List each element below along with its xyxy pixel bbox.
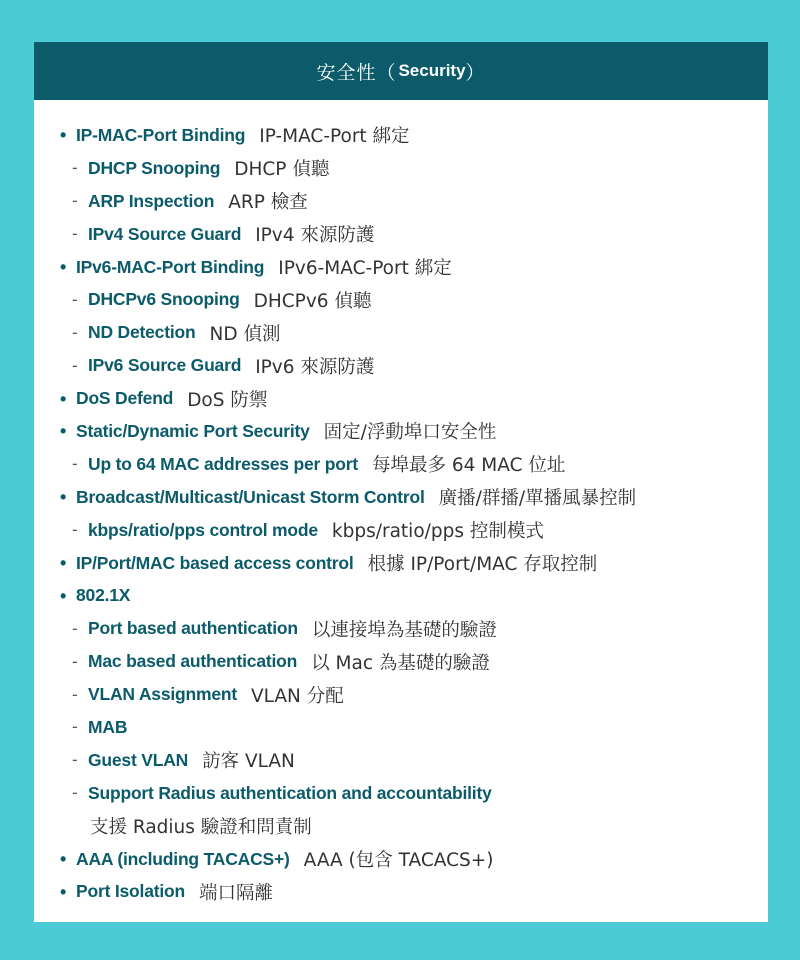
dash-marker: - bbox=[72, 618, 78, 638]
feature-subitem bbox=[60, 349, 760, 382]
dash-marker: - bbox=[72, 783, 78, 803]
header-title-close: ） bbox=[465, 61, 486, 84]
bullet-marker: • bbox=[60, 881, 67, 902]
feature-subitem bbox=[60, 283, 760, 316]
feature-label-en: kbps/ratio/pps control mode bbox=[88, 519, 318, 540]
dash-marker: - bbox=[72, 224, 78, 244]
feature-subitem bbox=[60, 185, 760, 218]
feature-label-en: IP/Port/MAC based access control bbox=[76, 552, 354, 573]
feature-item bbox=[60, 119, 760, 152]
feature-label-en: DHCP Snooping bbox=[88, 157, 221, 178]
feature-subitem bbox=[60, 711, 760, 744]
security-card bbox=[34, 42, 768, 922]
feature-label-en: ARP Inspection bbox=[88, 190, 215, 211]
bullet-marker: • bbox=[60, 585, 67, 606]
feature-subitem bbox=[60, 678, 760, 711]
feature-subitem bbox=[60, 218, 760, 251]
bullet-marker: • bbox=[60, 421, 67, 442]
feature-label-zh: VLAN 分配 bbox=[251, 685, 344, 707]
dash-marker: - bbox=[72, 289, 78, 309]
feature-item bbox=[60, 251, 760, 284]
dash-marker: - bbox=[72, 684, 78, 704]
feature-item bbox=[60, 579, 760, 612]
dash-marker: - bbox=[72, 651, 78, 671]
feature-label-en: Port Isolation bbox=[76, 881, 186, 902]
feature-subitem bbox=[60, 316, 760, 349]
feature-label-en: Port based authentication bbox=[88, 618, 298, 639]
feature-label-zh: IP-MAC-Port 綁定 bbox=[259, 126, 410, 148]
feature-label-zh: 廣播/群播/單播風暴控制 bbox=[438, 488, 637, 510]
feature-item bbox=[60, 415, 760, 448]
feature-label-en: Mac based authentication bbox=[88, 651, 298, 672]
feature-item bbox=[60, 547, 760, 580]
feature-subitem bbox=[60, 645, 760, 678]
bullet-marker: • bbox=[60, 125, 67, 146]
feature-label-zh: 訪客 VLAN bbox=[202, 751, 295, 773]
bullet-marker: • bbox=[60, 388, 67, 409]
feature-label-en: IP-MAC-Port Binding bbox=[76, 124, 246, 145]
feature-item bbox=[60, 481, 760, 514]
feature-label-zh: 固定/浮動埠口安全性 bbox=[323, 422, 497, 444]
feature-label-en: Static/Dynamic Port Security bbox=[76, 420, 310, 441]
feature-label-zh: IPv6 來源防護 bbox=[255, 356, 375, 378]
feature-label-en: Up to 64 MAC addresses per port bbox=[88, 453, 358, 474]
feature-label-en: Broadcast/Multicast/Unicast Storm Control bbox=[76, 486, 425, 507]
feature-label-en: Support Radius authentication and accountability bbox=[88, 782, 492, 803]
bullet-marker: • bbox=[60, 553, 67, 574]
bullet-marker: • bbox=[60, 487, 67, 508]
feature-item bbox=[60, 382, 760, 415]
feature-item bbox=[60, 875, 760, 908]
feature-subitem bbox=[60, 514, 760, 547]
feature-subitem bbox=[60, 777, 760, 810]
feature-label-en: MAB bbox=[88, 716, 128, 737]
feature-label-zh: DoS 防禦 bbox=[187, 389, 268, 411]
feature-label-zh: kbps/ratio/pps 控制模式 bbox=[331, 521, 544, 543]
feature-label-en: AAA (including TACACS+) bbox=[76, 848, 290, 869]
feature-label-zh: IPv4 來源防護 bbox=[255, 225, 375, 247]
feature-label-zh: 每埠最多 64 MAC 位址 bbox=[371, 455, 566, 477]
header-title-en: Security bbox=[398, 61, 466, 80]
feature-label-en: DHCPv6 Snooping bbox=[88, 289, 240, 310]
feature-label-zh: 根據 IP/Port/MAC 存取控制 bbox=[367, 554, 598, 576]
bullet-marker: • bbox=[60, 849, 67, 870]
feature-list bbox=[60, 119, 760, 908]
dash-marker: - bbox=[72, 454, 78, 474]
feature-label-zh: DHCP 偵聽 bbox=[234, 159, 330, 181]
feature-label-en: IPv6 Source Guard bbox=[88, 355, 242, 376]
dash-marker: - bbox=[72, 158, 78, 178]
header-title-zh: 安全性（ bbox=[316, 61, 397, 84]
feature-label-zh: ARP 檢查 bbox=[228, 192, 308, 214]
feature-label-en: ND Detection bbox=[88, 322, 196, 343]
feature-subitem-continuation bbox=[60, 810, 760, 843]
feature-label-zh: 支援 Radius 驗證和問責制 bbox=[90, 817, 312, 839]
feature-label-en: IPv4 Source Guard bbox=[88, 223, 242, 244]
feature-label-zh: 端口隔離 bbox=[199, 882, 274, 904]
feature-subitem bbox=[60, 152, 760, 185]
bullet-marker: • bbox=[60, 257, 67, 277]
section-header bbox=[34, 42, 768, 100]
dash-marker: - bbox=[72, 191, 78, 211]
feature-label-en: 802.1X bbox=[76, 585, 131, 606]
dash-marker: - bbox=[72, 520, 78, 540]
feature-label-en: DoS Defend bbox=[76, 388, 174, 409]
feature-subitem bbox=[60, 612, 760, 645]
feature-label-en: VLAN Assignment bbox=[88, 684, 238, 705]
feature-label-zh: DHCPv6 偵聽 bbox=[253, 290, 372, 312]
dash-marker: - bbox=[72, 750, 78, 770]
feature-subitem bbox=[60, 744, 760, 777]
feature-label-zh: 以 Mac 為基礎的驗證 bbox=[311, 652, 490, 674]
feature-item bbox=[60, 843, 760, 876]
feature-label-en: Guest VLAN bbox=[88, 749, 189, 770]
feature-label-zh: 以連接埠為基礎的驗證 bbox=[311, 619, 497, 641]
dash-marker: - bbox=[72, 322, 78, 342]
feature-label-zh: ND 偵測 bbox=[209, 323, 281, 345]
feature-label-zh: IPv6-MAC-Port 綁定 bbox=[278, 258, 452, 279]
feature-label-en: IPv6-MAC-Port Binding bbox=[76, 256, 265, 277]
feature-subitem bbox=[60, 448, 760, 481]
feature-label-zh: AAA (包含 TACACS+) bbox=[303, 850, 494, 872]
dash-marker: - bbox=[72, 717, 78, 737]
dash-marker: - bbox=[72, 355, 78, 375]
